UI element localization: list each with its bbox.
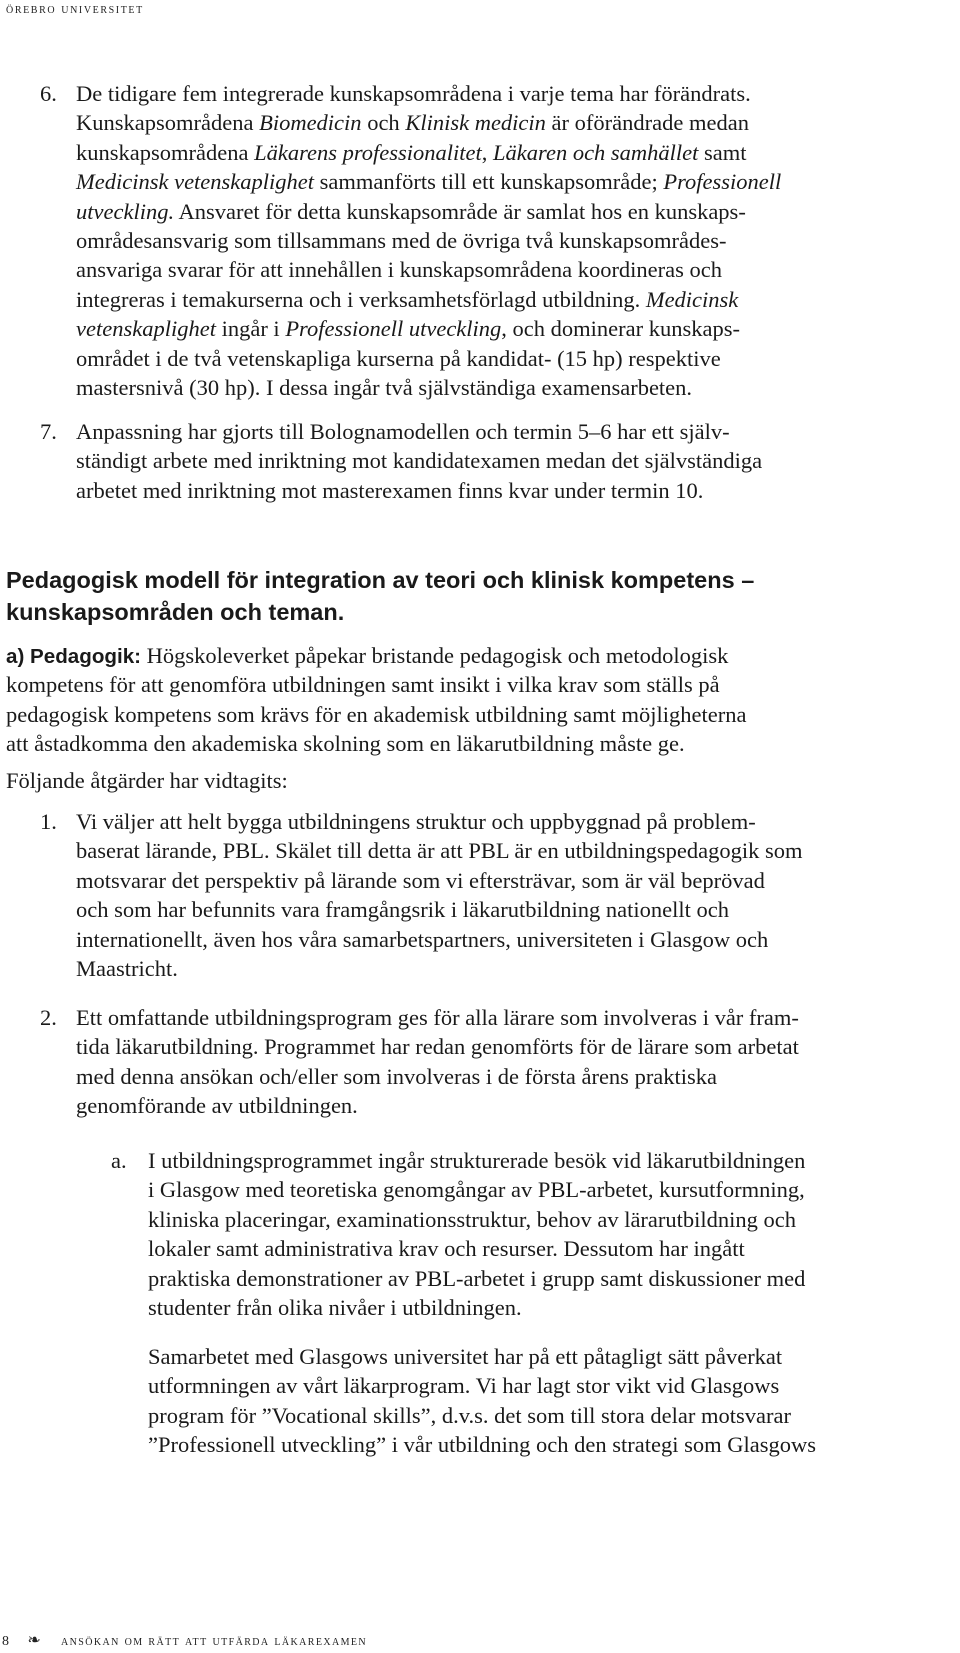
measure-1-text xyxy=(76,807,803,983)
pedagogik-paragraph xyxy=(6,641,746,759)
item-6-text xyxy=(76,79,781,402)
list-number: 2. xyxy=(40,1005,57,1030)
fleuron-icon: ❧ xyxy=(27,1632,43,1649)
text-line: praktiska demonstrationer av PBL-arbetet i grupp samt diskussioner med xyxy=(148,1265,806,1291)
running-header: örebro universitet xyxy=(6,2,144,17)
text-line: integreras i temakurserna och i verksamhetsförlagd utbildning. Medicinsk xyxy=(76,286,739,312)
text-line: Vi väljer att helt bygga utbildningens struktur och uppbyggnad på problem- xyxy=(76,809,756,834)
list-letter: a. xyxy=(111,1148,127,1173)
text-line: utveckling. Ansvaret för detta kunskapsområde är samlat hos en kunskaps- xyxy=(76,198,746,224)
text-line: tida läkarutbildning. Programmet har redan genomförts för de lärare som arbetat xyxy=(76,1034,799,1060)
text-line: utformningen av vårt läkarprogram. Vi har lagt stor vikt vid Glasgows xyxy=(148,1373,780,1399)
text-line: kunskapsområden och teman. xyxy=(6,599,345,625)
text-line: Pedagogisk modell för integration av teori och klinisk kompetens – xyxy=(6,567,755,593)
text-line: studenter från olika nivåer i utbildningen. xyxy=(148,1294,522,1320)
text-line: I utbildningsprogrammet ingår strukturerade besök vid läkarutbildningen xyxy=(148,1148,806,1173)
text-line: lokaler samt administrativa krav och resurser. Dessutom har ingått xyxy=(148,1236,745,1262)
page-number: 8 xyxy=(2,1634,11,1649)
text-line: vetenskaplighet ingår i Professionell utveckling, och dominerar kunskaps- xyxy=(76,316,740,342)
text-line: Samarbetet med Glasgows universitet har på ett påtagligt sätt påverkat xyxy=(148,1344,783,1369)
text-line: Anpassning har gjorts till Bolognamodellen och termin 5–6 har ett själv- xyxy=(76,419,730,444)
text-line: a) Pedagogik: Högskoleverket påpekar bristande pedagogisk och metodologisk xyxy=(6,643,729,668)
measure-2-text xyxy=(76,1003,799,1121)
text-line: ”Professionell utveckling” i vår utbildning och den strategi som Glasgows xyxy=(148,1432,817,1458)
text-line: program för ”Vocational skills”, d.v.s. det som till stora delar motsvarar xyxy=(148,1402,791,1428)
text-line: områdesansvarig som tillsammans med de övriga två kunskapsområdes- xyxy=(76,227,727,253)
text-line: att åstadkomma den akademiska skolning som en läkarutbildning måste ge. xyxy=(6,731,685,757)
text-line: kliniska placeringar, examinationsstruktur, behov av lärarutbildning och xyxy=(148,1206,797,1232)
footer-title: ansökan om rätt att utfärda läkarexamen xyxy=(61,1634,368,1649)
text-line: De tidigare fem integrerade kunskapsområdena i varje tema har förändrats. xyxy=(76,81,751,106)
item-7-text xyxy=(76,417,762,505)
text-line: och som har befunnits vara framgångsrik i läkarutbildning nationellt och xyxy=(76,897,729,923)
text-line: Ett omfattande utbildningsprogram ges för alla lärare som involveras i vår fram- xyxy=(76,1005,799,1030)
text-line: ständigt arbete med inriktning mot kandidatexamen medan det självständiga xyxy=(76,448,763,474)
text-line: internationellt, även hos våra samarbetspartners, universiteten i Glasgow och xyxy=(76,926,769,952)
text-line: Medicinsk vetenskaplighet sammanförts till ett kunskapsområde; Professionell xyxy=(76,169,782,195)
text-line: kompetens för att genomföra utbildningen samt insikt i vilka krav som ställs på xyxy=(6,672,720,698)
text-line: arbetet med inriktning mot masterexamen finns kvar under termin 10. xyxy=(76,477,704,503)
measures-intro: Följande åtgärder har vidtagits: xyxy=(6,768,288,793)
text-line: med denna ansökan och/eller som involveras i de första årens praktiska xyxy=(76,1063,718,1089)
text-line: Kunskapsområdena Biomedicin och Klinisk medicin är oförändrade medan xyxy=(76,110,749,136)
text-line: baserat lärande, PBL. Skälet till detta är att PBL är en utbildningspedagogik som xyxy=(76,838,803,864)
text-line: kunskapsområdena Läkarens professionalitet, Läkaren och samhället samt xyxy=(76,139,747,165)
subitem-a-text xyxy=(148,1146,805,1322)
text-line: ansvariga svarar för att innehållen i kunskapsområdena koordineras och xyxy=(76,257,723,283)
text-line: i Glasgow med teoretiska genomgångar av PBL-arbetet, kursutformning, xyxy=(148,1177,805,1203)
section-heading xyxy=(6,564,754,628)
text-line: motsvarar det perspektiv på lärande som vi eftersträvar, som är väl beprövad xyxy=(76,867,765,893)
text-line: området i de två vetenskapliga kurserna på kandidat- (15 hp) respektive xyxy=(76,345,721,371)
text-line: genomförande av utbildningen. xyxy=(76,1093,358,1119)
text-line: mastersnivå (30 hp). I dessa ingår två självständiga examensarbeten. xyxy=(76,374,693,400)
list-number: 6. xyxy=(40,81,57,106)
page-footer xyxy=(2,1630,367,1650)
list-number: 1. xyxy=(40,809,57,834)
list-number: 7. xyxy=(40,419,57,444)
text-line: Maastricht. xyxy=(76,955,178,981)
glasgow-paragraph xyxy=(148,1342,816,1460)
text-line: pedagogisk kompetens som krävs för en akademisk utbildning samt möjligheterna xyxy=(6,701,747,727)
